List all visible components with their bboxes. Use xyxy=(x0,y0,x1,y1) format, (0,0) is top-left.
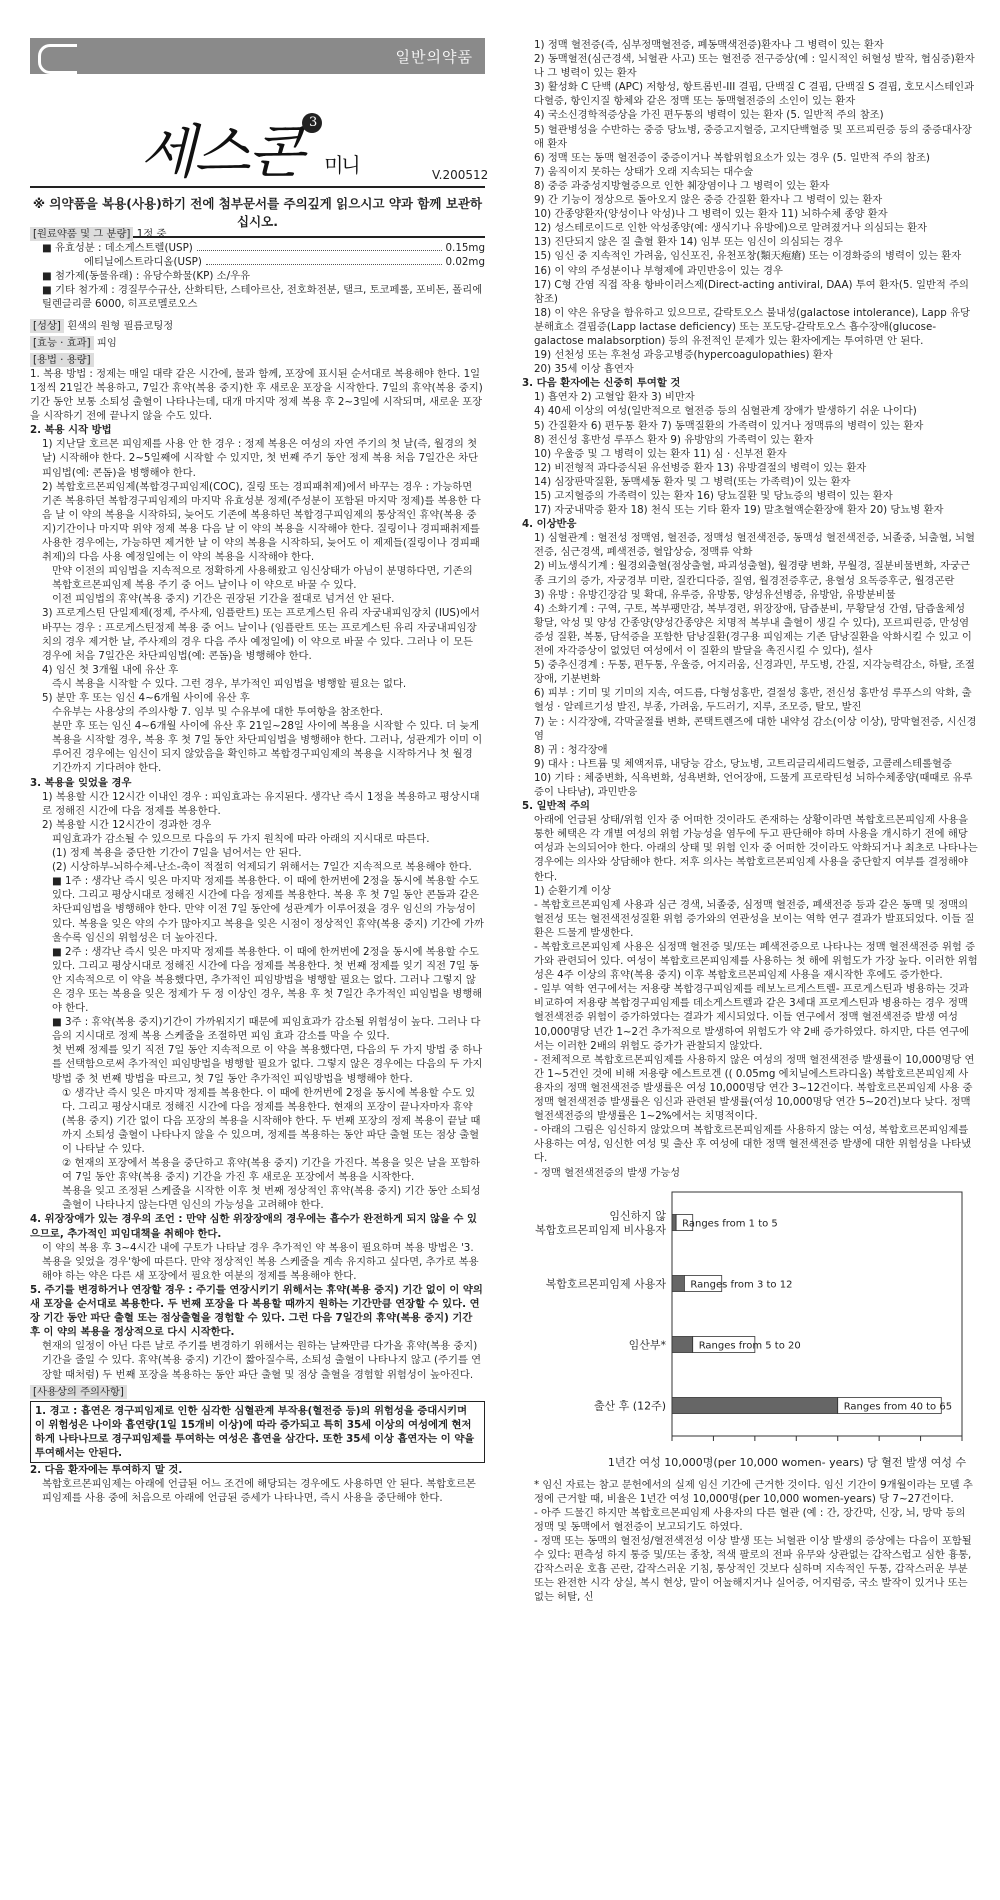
adverse-item: 3) 유방 : 유방긴장감 및 확대, 유루증, 유방통, 양성유선병증, 유방암, 유방분비물 xyxy=(534,588,896,601)
careful-item: 1) 흡연자 2) 고혈압 환자 3) 비만자 xyxy=(534,391,695,404)
efficacy-text: 피임 xyxy=(96,336,117,349)
brand-badge: 3 xyxy=(302,113,322,133)
precautions-heading: [사용상의 주의사항] xyxy=(30,1385,127,1399)
careful-item: 15) 고지혈증의 가족력이 있는 환자 16) 당뇨질환 및 당뇨증의 병력이 있는 환자 xyxy=(534,490,893,502)
contra-item: 19) 선천성 또는 후천성 과응고병증(hypercoagulopathies) 환자 xyxy=(534,349,833,362)
contra-heading: 2. 다음 환자에는 투여하지 말 것. xyxy=(30,1464,183,1477)
careful-heading: 3. 다음 환자에는 신중히 투여할 것 xyxy=(522,377,681,390)
range-label: Ranges from 40 to 65 xyxy=(843,1401,953,1413)
usage-p3: 3. 복용을 잊었을 경우 xyxy=(30,776,132,789)
contra-item: 5) 혈관병성을 수반하는 중증 당뇨병, 중증고지혈증, 고지단백혈증 및 포르피린증 등의 중증대사장애 환자 xyxy=(534,123,972,150)
active-ingredient-row xyxy=(30,241,485,255)
active-ingredient-label: ■ 유효성분 : 데소게스트렐(USP) xyxy=(42,242,193,255)
left-column xyxy=(30,224,485,1505)
usage-p2-5: 5) 분만 후 또는 임신 4~6개월 사이에 유산 후 xyxy=(42,692,250,704)
contra-item: 6) 정맥 또는 동맥 혈전증이 중증이거나 복합위험요소가 있는 경우 (5. 일반적 주의 참조) xyxy=(534,151,930,164)
contra-item: 15) 임신 중 지속적인 가려움, 임신포진, 유천포창(類天疱瘡) 또는 이경화증의 병력이 있는 환자 xyxy=(534,250,962,263)
usage-p2-1: 1) 지난달 호르몬 피임제를 사용 안 한 경우 : 정제 복용은 여성의 자연 주기의 첫 날(즉, 월경의 첫 날) 시작해야 한다. 2~5일째에 시작할 수 있지만, 첫 번째 주기 동안 정제 복용 처음 7일간은 차단피임법(예: 콘돔)을 병행해야 한다. xyxy=(42,438,479,479)
contra-list xyxy=(522,38,978,376)
usage-p2-4: 4) 임신 첫 3개월 내에 유산 후 xyxy=(42,663,179,676)
general-heading: 5. 일반적 주의 xyxy=(522,800,590,813)
right-column xyxy=(522,38,978,1604)
usage-choice3: 복용을 잊고 조정된 스케줄을 시작한 이후 첫 번째 정상적인 휴약(복용 중지) 기간 동안 소퇴성 출혈이 나타나지 않는다면 임신의 가능성을 고려해야 한다. xyxy=(62,1185,481,1212)
active-ingredient2-amount: 0.02mg xyxy=(445,256,485,269)
general-list xyxy=(522,898,978,1180)
contra-item: 20) 35세 이상 흡연자 xyxy=(534,363,634,376)
usage-p3-2b: 피임효과가 감소될 수 있으므로 다음의 두 가지 원칙에 따라 아래의 지시대로 따른다. xyxy=(52,832,430,845)
category-label: 출산 후 (12주) xyxy=(593,1399,666,1413)
header-bar xyxy=(30,38,485,74)
contra-item: 12) 성스테로이드로 인한 악성종양(예: 생식기나 유방에)으로 알려졌거나 의심되는 환자 xyxy=(534,222,927,235)
adverse-item: 7) 눈 : 시각장애, 각막굴절률 변화, 콘택트렌즈에 대한 내약성 감소(이상 이상), 망막혈전증, 시신경염 xyxy=(534,715,977,742)
appearance-heading: [성상] xyxy=(30,319,64,333)
bar-low xyxy=(672,1336,693,1352)
active-ingredient-amount: 0.15mg xyxy=(445,242,485,255)
usage-p2-2c: 이전 피임법의 휴약(복용 중지) 기간은 권장된 기간을 절대로 넘겨선 안 된다. xyxy=(52,593,395,606)
adverse-item: 4) 소화기계 : 구역, 구토, 복부팽만감, 복부경련, 위장장애, 담즙분비, 무황달성 간염, 담즙울체성 황달, 악성 및 양성 간종양(양성간종양은 치명적 복부내 출혈이 생길 수 있다), 포르피린증, 만성염증성 질환, 복통, 담석증을 포함한 담낭질환(경구용 피임제는 기존 담낭질환을 악화시킬 수 있고 이전에 자각증상이 없었던 여성에서 이 질환의 발달을 촉진시킬 수 있다), 설사 xyxy=(534,602,972,658)
contra-item: 10) 간종양환자(양성이나 악성)나 그 병력이 있는 환자 11) 뇌하수체 종양 환자 xyxy=(534,208,888,221)
general-item: - 일부 역학 연구에서는 저용량 복합경구피임제를 레보노르게스트렐- 프로게스틴과 병용하는 것과 비교하여 저용량 복합경구피임제를 데소게스트렐과 같은 3세대 프로게스틴과 병용하는 경우 정맥 혈전색전증 위험이 증가하였다는 결과가 제시되었다. 이들 연구에서 정맥 혈전색전증 발생 여성 10,000명당 년간 1~2건 추가적으로 발생하여 위험도가 약 2배 증가하였다. 하지만, 다른 연구에서는 이러한 2배의 위험도 증가가 관찰되지 않았다. xyxy=(534,983,970,1052)
category-label: 복합호르몬피임제 사용자 xyxy=(545,1277,666,1291)
category-label: 임신하지 않 xyxy=(609,1209,666,1223)
contra-item: 16) 이 약의 주성분이나 부형제에 과민반응이 있는 경우 xyxy=(534,264,783,277)
usage-heading: [용법 · 용량] xyxy=(30,353,94,367)
range-label: Ranges from 3 to 12 xyxy=(690,1279,793,1291)
warning-box xyxy=(30,1401,485,1463)
other-additive-text: ■ 기타 첨가제 : 경질무수규산, 산화티탄, 스테아르산, 전호화전분, 탤크, 토코페롤, 포비돈, 폴리에틸렌글리콜 6000, 히프로멜로오스 xyxy=(42,284,483,311)
brand-logo xyxy=(140,105,359,189)
general-item: - 아래의 그림은 임신하지 않았으며 복합호르몬피임제를 사용하지 않는 여성, 복합호르몬피임제를 사용하는 여성, 임신한 여성 및 출산 후 여성에 대한 정맥 혈전색전증 발생에 대한 위험성을 나타냈다. xyxy=(534,1124,972,1165)
contra-item: 17) C형 간염 직접 작용 항바이러스제(Direct-acting antiviral, DAA) 투여 환자(5. 일반적 주의 참조) xyxy=(534,278,969,305)
general-item: - 복합호르몬피임제 사용은 심정맥 혈전증 및/또는 폐색전증으로 나타나는 정맥 혈전색전증 위험 증가와 관련되어 있다. 여성이 복합호르몬피임제를 사용하는 첫 해에 위험도가 가장 높다. 이러한 위험성은 4주 이상의 휴약(복용 중지) 이후 복합호르몬피임제 사용을 재시작한 후에도 증가한다. xyxy=(534,941,978,982)
active-ingredient2-label: 에티닐에스트라디올(USP) xyxy=(84,256,202,269)
vte-chart-svg xyxy=(522,1186,978,1474)
contra-intro: 복합호르몬피임제는 아래에 언급된 어느 조건에 해당되는 경우에도 사용하면 안 된다. 복합호르몬피임제를 사용 중에 처음으로 아래에 언급된 증세가 나타나면, 즉시 사용을 중단해야 한다. xyxy=(42,1478,476,1505)
general-item: - 복합호르몬피임제 사용과 심근 경색, 뇌졸중, 심정맥 혈전증, 폐색전증 등과 같은 동맥 및 정맥의 혈전성 또는 혈전색전성질환 위험 증가와의 연관성을 보이는 역학 연구 결과가 발표되었다. 이들 질환은 드물게 발생한다. xyxy=(534,898,975,939)
contra-item: 2) 동맥혈전(심근경색, 뇌혈관 사고) 또는 혈전증 전구증상(예 : 일시적인 허혈성 발작, 협심증)환자나 그 병력이 있는 환자 xyxy=(534,53,975,80)
usage-p3-2c: (1) 정제 복용을 중단한 기간이 7일을 넘어서는 안 된다. xyxy=(52,847,302,860)
usage-p2: 2. 복용 시작 방법 xyxy=(30,424,112,437)
bar-low xyxy=(672,1397,838,1413)
brand-sub: 미니 xyxy=(324,153,359,177)
bar-low xyxy=(672,1275,684,1291)
bar-low xyxy=(672,1214,676,1230)
storage-notice: ※ 의약품을 복용(사용)하기 전에 첨부문서를 주의깊게 읽으시고 약과 함께 보관하십시오. xyxy=(30,186,485,238)
range-label: Ranges from 1 to 5 xyxy=(682,1218,778,1230)
version-label: V.200512 xyxy=(432,168,489,182)
usage-p5b: 현재의 일정이 아닌 다른 날로 주기를 변경하기 위해서는 원하는 날짜만큼 다가올 휴약(복용 중지) 기간을 줄일 수 있다. 휴약(복용 중지) 기간이 짧아질수록, 소퇴성 출혈이 나타나지 않고 (주기를 연장할 때처럼) 두 번째 포장을 복용하는 동안 파단 출혈 및 점상 출혈을 경험할 위험성이 높아진다. xyxy=(42,1340,482,1381)
otc-label: 일반의약품 xyxy=(395,48,473,66)
careful-item: 5) 간질환자 6) 편두통 환자 7) 동맥질환의 가족력이 있거나 정맥류의 병력이 있는 환자 xyxy=(534,419,924,432)
footnote-item: * 임신 자료는 참고 문헌에서의 실제 임신 기간에 근거한 것이다. 임신 기간이 9개월이라는 모델 추정에 근거할 때, 비율은 1년간 여성 10,000명(per 10,000 women-years) 당 7~27건이다. xyxy=(534,1478,973,1505)
contra-item: 18) 이 약은 유당을 함유하고 있으므로, 갈락토오스 불내성(galactose intolerance), Lapp 유당분해효소 결핍증(Lapp lactase deficiency) 또는 포도당-갈락토오스 흡수장애(glucose-galactose malabsorption) 등의 유전적인 문제가 있는 환자에게는 투여하면 안 된다. xyxy=(534,306,970,347)
range-label: Ranges from 5 to 20 xyxy=(698,1340,801,1352)
usage-week3: ■ 3주 : 휴약(복용 중지)기간이 가까워지기 때문에 피임효과가 감소될 위험성이 높다. 그러나 다음의 지시대로 정제 복용 스케줄을 조절하면 피임 효과 감소를 막을 수 있다. xyxy=(52,1016,481,1043)
brand-name: 세스콘 xyxy=(140,118,303,186)
contra-item: 7) 움직이지 못하는 상태가 오래 지속되는 대수술 xyxy=(534,165,754,178)
careful-list xyxy=(522,390,978,517)
warning-text: 1. 경고 : 흡연은 경구피임제로 인한 심각한 심혈관계 부작용(혈전증 등)의 위험성을 증대시키며 이 위험성은 나이와 흡연량(1일 15개비 이상)에 따라 증가되고 특히 35세 이상의 여성에게 현저하게 나타나므로 경구피임제를 투여하는 여성은 흡연을 삼간다. 또한 35세 이상 흡연자는 이 약을 투여해서는 안된다. xyxy=(35,1404,475,1459)
vte-chart xyxy=(522,1186,978,1474)
adverse-item: 5) 중추신경계 : 두통, 편두통, 우울증, 어지러움, 신경과민, 무도병, 간질, 지각능력감소, 하탈, 조절장애, 기분변화 xyxy=(534,659,975,686)
usage-p2-5c: 분만 후 또는 임신 4~6개월 사이에 유산 후 21일~28일 사이에 복용을 시작할 수 있다. 더 늦게 복용을 시작할 경우, 복용 후 첫 7일 동안 차단피임법을 병행해야 한다. 그러나, 성관계가 이미 이루어진 경우에는 임신이 되지 않았음을 확인하고 복합경구피임제의 복용을 시작하거나 첫 월경 기간까지 기다려야 한다. xyxy=(52,720,483,775)
additive-text: ■ 첨가제(동물유래) : 유당수화물(KP) 소/우유 xyxy=(42,270,250,283)
usage-p2-3: 3) 프로게스틴 단일제제(정제, 주사제, 임플란트) 또는 프로게스틴 유리 자궁내피임장치 (IUS)에서 바꾸는 경우 : 프로게스틴정제 복용 중 어느 날이나 (임플란트 또는 프로게스틴 유리 자궁내피임장치의 경우 제거한 날, 주사제의 경우 다음 주사 예정일에) 이 약으로 바꿀 수 있다. 그러나 이 모든 경우에 처음 7일간은 차단피임법(예: 콘돔)을 병행해야 한다. xyxy=(42,607,480,662)
contra-item: 13) 진단되지 않은 질 출혈 환자 14) 임부 또는 임신이 의심되는 경우 xyxy=(534,236,843,249)
careful-item: 4) 40세 이상의 여성(일반적으로 혈전증 등의 심혈관계 장애가 발생하기 쉬운 나이다) xyxy=(534,405,917,418)
usage-p2-4b: 즉시 복용을 시작할 수 있다. 그런 경우, 부가적인 피임법을 병행할 필요는 없다. xyxy=(52,677,407,690)
usage-p4b: 이 약의 복용 후 3~4시간 내에 구토가 나타날 경우 추가적인 약 복용이 필요하며 복용 방법은 '3. 복용을 잊었을 경우'항에 따른다. 만약 정상적인 복용 스케줄을 계속 유지하고 싶다면, 추가로 복용해야 하는 약은 다른 새 포장에서 필요한 여분의 정제를 복용해야 한다. xyxy=(42,1241,479,1282)
adverse-item: 9) 대사 : 나트륨 및 체액저류, 내당능 감소, 당뇨병, 고트리글리세리드혈증, 고콜레스테롤혈증 xyxy=(534,757,952,770)
usage-week1: ■ 1주 : 생각난 즉시 잊은 마지막 정제를 복용한다. 이 때에 한꺼번에 2정을 동시에 복용할 수도 있다. 그리고 평상시대로 정해진 시간에 다음 정제를 복용한다. 복용 후 첫 7일 동안 콘돔과 같은 차단피임법을 병행해야 한다. 만약 이전 7일 동안에 성관계가 이루어졌을 경우 임신의 가능성이 있다. 복용을 잊은 약의 수가 많아지고 복용을 잊은 시점이 정상적인 휴약(복용 중지) 기간에 가까울수록 임신의 위험성은 더 높아진다. xyxy=(52,875,484,944)
usage-week2: ■ 2주 : 생각난 즉시 잊은 마지막 정제를 복용한다. 이 때에 한꺼번에 2정을 동시에 복용할 수도 있다. 그리고 평상시대로 정해진 시간에 다음 정제를 복용한다. 첫 번째 정제를 잊기 직전 7일 동안 지속적으로 이 약을 복용했다면, 추가적인 피임방법을 병행할 필요는 없다. 그러나 그렇지 않은 경우 또는 복용을 잊은 정제가 두 정 이상인 경우, 복용 후 첫 7일간 추가적인 피임법을 병행해야 한다. xyxy=(52,945,483,1015)
usage-week3b: 첫 번째 정제를 잊기 직전 7일 동안 지속적으로 이 약을 복용했다면, 다음의 두 가지 방법 중 하나를 선택함으로써 추가적인 피임방법을 병행할 필요가 없다. 그렇지 않은 경우에는 다음의 두 가지 방법 중 첫 번째 방법을 따르고, 첫 7일 동안 추가적인 피임방법을 병행해야 한다. xyxy=(52,1044,483,1085)
general-sub: 1) 순환기계 이상 xyxy=(534,884,611,897)
footnote-list xyxy=(522,1478,978,1605)
usage-p3-1: 1) 복용할 시간 12시간 이내인 경우 : 피임효과는 유지된다. 생각난 즉시 1정을 복용하고 평상시대로 정해진 시간에 다음 정제를 복용한다. xyxy=(42,790,480,817)
general-item: - 정맥 혈전색전증의 발생 가능성 xyxy=(534,1166,681,1179)
contra-item: 1) 정맥 혈전증(즉, 심부정맥혈전증, 폐동맥색전증)환자나 그 병력이 있는 환자 xyxy=(534,39,884,51)
x-axis-label: 1년간 여성 10,000명(per 10,000 women- years) 당 혈전 발생 여성 수 xyxy=(607,1455,967,1469)
adverse-item: 8) 귀 : 청각장애 xyxy=(534,743,608,756)
footnote-item: - 아주 드물긴 하지만 복합호르몬피임제 사용자의 다른 혈관 (예 : 간, 장간막, 신장, 뇌, 망막 등의 정맥 및 동맥에서 혈전증이 보고되기도 하였다. xyxy=(534,1506,966,1533)
adverse-item: 2) 비뇨생식기계 : 월경외출혈(점상출혈, 파괴성출혈), 월경량 변화, 무월경, 질분비물변화, 자궁근종 크기의 증가, 자궁경부 미란, 질칸디다증, 질염, 월경전증후군, 용혈성 요독증후군, 월경곤란 xyxy=(534,560,970,587)
usage-p5: 5. 주기를 변경하거나 연장할 경우 : 주기를 연장시키기 위해서는 휴약(복용 중지) 기간 없이 이 약의 새 포장을 순서대로 복용한다. 두 번째 포장을 다 복용할 때까지 원하는 기간만큼 연장할 수 있다. 연장 기간 동안 파단 출혈 또는 점상출혈을 경험할 수 있다. 그런 다음 7일간의 휴약(복용 중지) 기간 후 이 약의 복용을 정상적으로 다시 시작한다. xyxy=(30,1283,483,1339)
bracket-icon xyxy=(38,44,77,74)
efficacy-heading: [효능 · 효과] xyxy=(30,336,94,350)
adverse-list xyxy=(522,531,978,799)
usage-p2-2: 2) 복합호르몬피임제(복합경구피임제(COC), 질링 또는 경피패취제)에서 바꾸는 경우 : 가능하면 기존 복용하던 복합경구피임제의 마지막 유효성분 정제(주성분이 포함된 마지막 정제)를 복용한 다음 날 이 약의 복용을 시작하되, 늦어도 기존에 복용하던 복합경구피임제의 통상적인 휴약(복용 중지)기간이나 마지막 위약 정제 복용 다음 날 이 약의 복용을 시작해야 한다. 질링이나 경피패취제를 사용한 경우에는, 가능하면 제거한 날 이 약의 복용을 시작하되, 늦어도 이 제제들(질링이나 경피패취제)의 다음 사용 예정일에는 이 약의 복용을 시작해야 한다. xyxy=(42,480,481,564)
adverse-item: 1) 심혈관계 : 혈전성 정맥염, 혈전증, 정맥성 혈전색전증, 동맥성 혈전색전증, 뇌졸중, 뇌출혈, 뇌혈전증, 심근경색, 폐색전증, 혈압상승, 정맥류 악화 xyxy=(534,532,975,559)
usage-choice2: ② 현재의 포장에서 복용을 중단하고 휴약(복용 중지) 기간을 가진다. 복용을 잊은 날을 포함하여 7일 동안 휴약(복용 중지) 기간을 가진 후 새로운 포장에서 복용을 시작한다. xyxy=(62,1157,480,1184)
usage-p2-2b: 만약 이전의 피임법을 지속적으로 정확하게 사용해왔고 임신상태가 아님이 분명하다면, 기존의 복합호르몬피임제 복용 주기 중 어느 날이나 이 약으로 바꿀 수 있다. xyxy=(52,565,473,592)
category-label: 복합호르몬피임제 비사용자 xyxy=(534,1223,666,1237)
general-intro: 아래에 언급된 상태/위험 인자 중 어떠한 것이라도 존재하는 상황이라면 복합호르몬피임제 사용을 통한 혜택은 각 개별 여성의 위험 가능성을 염두에 두고 판단해야 하며 사용을 개시하기 전에 해당 여성과 논의되어야 한다. 아래의 상태 및 위험 인자 중 어떠한 것이라도 악화되거나 최초로 나타나는 경우에는 의사와 상담해야 한다. 저후 의사는 복합호르몬피임제 사용을 중단할지 여부를 결정해야 한다. xyxy=(534,814,978,883)
adverse-heading: 4. 이상반응 xyxy=(522,518,577,531)
adverse-item: 10) 기타 : 체중변화, 식욕변화, 성욕변화, 언어장애, 드물게 프로락틴성 뇌하수체종양(때때로 유루증이 나타남), 과민반응 xyxy=(534,771,973,798)
appearance-text: 흰색의 원형 필름코팅정 xyxy=(67,319,174,332)
category-label: 임산부* xyxy=(628,1338,666,1352)
footnote-item: - 정맥 또는 동맥의 혈전성/혈전색전성 이상 발생 또는 뇌혈관 이상 발생의 증상에는 다음이 포함될 수 있다: 편측성 하지 통증 및/또는 종창, 적색 팔로의 전파 유무와 상관없는 갑작스럽고 심한 흉통, 갑작스러운 호흡 곤란, 갑작스러운 기침, 통상적인 것보다 심하며 지속적인 두통, 갑작스러운 부분 또는 완전한 시각 상실, 복시 현상, 말이 어눌해지거나 실어증, 어지럼증, 국소 발작이 있거나 또는 없는 허탈, 신 xyxy=(534,1534,972,1604)
contra-item: 3) 활성화 C 단백 (APC) 저항성, 항트롬빈-III 결핍, 단백질 C 결핍, 단백질 S 결핍, 호모시스테인과다혈증, 항인지질 항체와 같은 정맥 또는 동맥혈전증의 소인이 있는 환자 xyxy=(534,81,975,108)
careful-item: 14) 심장판막질환, 동맥세동 환자 및 그 병력(또는 가족력)이 있는 환자 xyxy=(534,475,851,488)
contra-item: 9) 간 기능이 정상으로 돌아오지 않은 중증 간질환 환자나 그 병력이 있는 환자 xyxy=(534,194,883,207)
usage-p1: 1. 복용 방법 : 정제는 매일 대략 같은 시간에, 물과 함께, 포장에 표시된 순서대로 복용해야 한다. 1일 1정씩 21일간 복용하고, 7일간 휴약(복용 중지)한 후 새로운 포장을 시작한다. 7일의 휴약(복용 중지) 기간 동안 보통 소퇴성 출혈이 나타나는데, 대개 마지막 정제 복용 후 2~3일에 시작되며, 새로운 포장을 시작하기 전에 끝나지 않을 수도 있다. xyxy=(30,367,483,423)
usage-choice1: ① 생각난 즉시 잊은 마지막 정제를 복용한다. 이 때에 한꺼번에 2정을 동시에 복용할 수도 있다. 그리고 평상시대로 정해진 시간에 다음 정제를 복용한다. 현재의 포장이 끝나자마자 휴약(복용 중지) 기간 없이 다음 포장의 복용을 시작해야 한다. 두 번째 포장의 정제 복용이 끝날 때까지 소퇴성 출혈이 나타나지 않을 수 있으며, 정제를 복용하는 동안 파단 출혈 또는 점상 출혈이 나타날 수 있다. xyxy=(62,1086,481,1155)
composition-unit: 1정 중 xyxy=(136,228,167,240)
usage-p3-2: 2) 복용할 시간 12시간이 경과한 경우 xyxy=(42,818,212,831)
usage-p2-5b: 수유부는 사용상의 주의사항 7. 임부 및 수유부에 대한 투여항을 참조한다. xyxy=(52,706,384,719)
general-item: - 전체적으로 복합호르몬피임제를 사용하지 않은 여성의 정맥 혈전색전증 발생률이 10,000명당 연간 1~5건인 것에 비해 저용량 에스트로겐 (( 0.05mg 에치닐에스트라디올) 복합호르몬피임제 사용자의 정맥 혈전색전증 발생률은 여성 10,000명당 연간 3~12건이다. 복합호르몬피임제 사용 중 정맥 혈전색전증 발생률은 임신과 관련된 발생률(여성 10,000명당 연간 5~20건)보다 낮다. 정맥 혈전색전증의 발생률은 1~2%에서는 치명적이다. xyxy=(534,1053,975,1123)
careful-item: 10) 우울증 및 그 병력이 있는 환자 11) 심 · 신부전 환자 xyxy=(534,447,787,460)
contra-item: 8) 중증 과중성지방혈증으로 인한 췌장염이나 그 병력이 있는 환자 xyxy=(534,179,830,192)
usage-p4: 4. 위장장애가 있는 경우의 조언 : 만약 심한 위장장애의 경우에는 흡수가 완전하게 되지 않을 수 있으므로, 추가적인 피임대책을 취해야 한다. xyxy=(30,1213,477,1240)
careful-item: 12) 비전형적 과다증식된 유선병증 환자 13) 유방결절의 병력이 있는 환자 xyxy=(534,461,867,474)
careful-item: 17) 자궁내막증 환자 18) 천식 또는 기타 환자 19) 말초혈액순환장애 환자 20) 당뇨병 환자 xyxy=(534,504,944,517)
composition-heading: [원료약품 및 그 분량] xyxy=(30,227,133,241)
adverse-item: 6) 피부 : 기미 및 기미의 지속, 여드름, 다형성홍반, 결절성 홍반, 전신성 홍반성 루푸스의 악화, 출혈성 · 알레르기성 발진, 부종, 가려움, 두드러기, 지루, 조모증, 탈모, 발진 xyxy=(534,687,972,714)
careful-item: 8) 전신성 홍반성 루푸스 환자 9) 유방암의 가족력이 있는 환자 xyxy=(534,433,814,446)
active-ingredient2-row xyxy=(30,255,485,269)
contra-item: 4) 국소신경학적증상을 가진 편두통의 병력이 있는 환자 (5. 일반적 주의 참조) xyxy=(534,109,884,122)
usage-p3-2d: (2) 시상하부-뇌하수체-난소-축이 적절히 억제되기 위해서는 7일간 지속적으로 복용해야 한다. xyxy=(52,861,472,874)
